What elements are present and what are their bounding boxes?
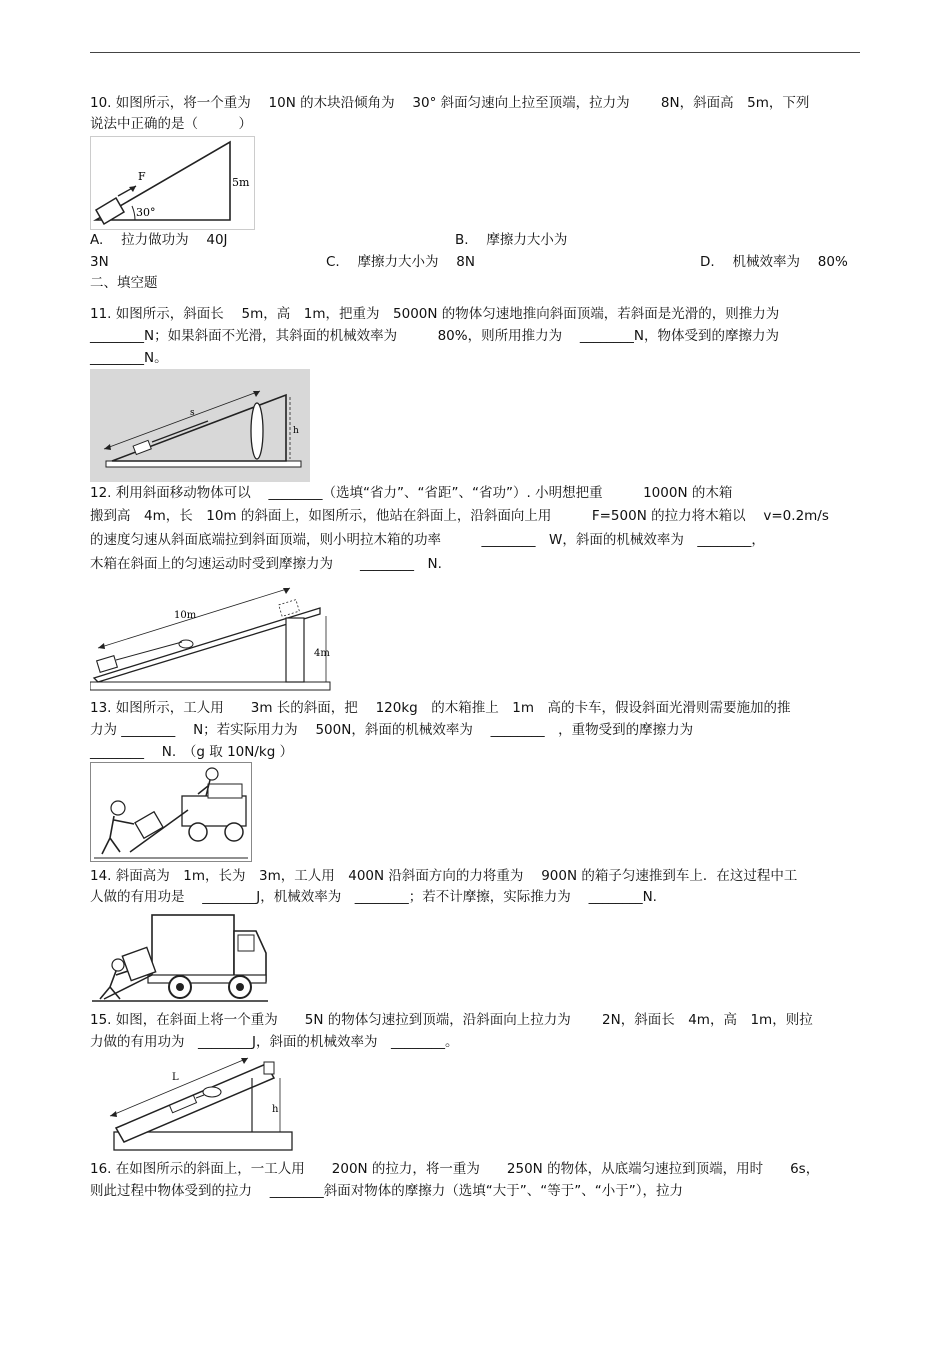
height-label: h bbox=[293, 426, 299, 436]
height-label: 5m bbox=[232, 176, 250, 189]
length-label: L bbox=[172, 1072, 179, 1083]
support bbox=[251, 403, 263, 459]
q14-truck-figure bbox=[90, 907, 270, 1007]
q12-stem-line2: 搬到高 4m，长 10m 的斜面上，如图所示，他站在斜面上，沿斜面向上用 F=500N 的拉力将木箱以 v=0.2m/s bbox=[90, 508, 829, 524]
length-label: s bbox=[190, 408, 195, 418]
force-label: F bbox=[138, 170, 146, 183]
q11-stem-line3: ________N。 bbox=[90, 350, 168, 366]
q12-stem-line3: 的速度匀速从斜面底端拉到斜面顶端，则小明拉木箱的功率 ________ W，斜面的机械效率为 ________， bbox=[90, 532, 765, 548]
q13-stem-line3: ________ N. （g 取 10N/kg ） bbox=[90, 744, 294, 760]
q13-stem-line2: 力为 ________ N；若实际用力为 500N，斜面的机械效率为 ________ ，重物受到的摩擦力为 bbox=[90, 722, 694, 738]
q12-stem-line4: 木箱在斜面上的匀速运动时受到摩擦力为 ________ N. bbox=[90, 556, 442, 572]
q13-truck-figure bbox=[90, 762, 252, 862]
q14-stem-line2: 人做的有用功是 ________J，机械效率为 ________；若不计摩擦，实际推力为 ________N. bbox=[90, 889, 657, 905]
angle-label: 30° bbox=[136, 206, 156, 219]
q14-stem-line1: 14. 斜面高为 1m，长为 3m，工人用 400N 沿斜面方向的力将重为 900N 的箱子匀速推到车上．在这过程中工 bbox=[90, 868, 798, 884]
q10-option-c: C. 摩擦力大小为 8N bbox=[326, 254, 475, 270]
truck-bed bbox=[182, 796, 246, 826]
q16-stem-line1: 16. 在如图所示的斜面上，一工人用 200N 的拉力，将一重为 250N 的物体，从底端匀速拉到顶端，用时 6s， bbox=[90, 1161, 820, 1177]
q15-stem-line1: 15. 如图，在斜面上将一个重为 5N 的物体匀速拉到顶端，沿斜面向上拉力为 2N，斜面长 4m，高 1m，则拉 bbox=[90, 1012, 813, 1028]
support-post bbox=[286, 618, 304, 682]
height-label: h bbox=[272, 1104, 279, 1115]
q10-option-b: B. 摩擦力大小为 bbox=[455, 232, 568, 248]
q11-stem-line2: ________N；如果斜面不光滑，其斜面的机械效率为 80%，则所用推力为 ________N，物体受到的摩擦力为 bbox=[90, 328, 779, 344]
box bbox=[97, 656, 118, 673]
length-label: 10m bbox=[174, 610, 197, 621]
q13-stem-line1: 13. 如图所示，工人用 3m 长的斜面，把 120kg 的木箱推上 1m 高的卡车，假设斜面光滑则需要施加的推 bbox=[90, 700, 791, 716]
q12-stem-line1: 12. 利用斜面移动物体可以 ________（选填“省力”、“省距”、“省功”）. 小明想把重 1000N 的木箱 bbox=[90, 485, 733, 501]
truck-cargo bbox=[152, 915, 234, 977]
section-title: 二、填空题 bbox=[90, 275, 158, 291]
q10-incline-figure bbox=[90, 136, 255, 230]
height-label: 4m bbox=[314, 648, 330, 659]
q11-stem-line1: 11. 如图所示，斜面长 5m，高 1m，把重为 5000N 的物体匀速地推向斜面顶端，若斜面是光滑的，则推力为 bbox=[90, 306, 780, 322]
ramp bbox=[104, 975, 152, 999]
q10-stem-line2: 说法中正确的是（ ） bbox=[90, 116, 252, 132]
q12-incline-figure bbox=[90, 578, 336, 694]
q10-option-d: D. 机械效率为 80% bbox=[700, 254, 848, 270]
q16-stem-line2: 则此过程中物体受到的拉力 ________斜面对物体的摩擦力（选填“大于”、“等于”、“小于”），拉力 bbox=[90, 1183, 684, 1199]
q11-incline-figure bbox=[90, 369, 310, 482]
q10-stem-line1: 10. 如图所示，将一个重为 10N 的木块沿倾角为 30° 斜面匀速向上拉至顶端，拉力为 8N，斜面高 5m，下列 bbox=[90, 95, 810, 111]
q10-option-b-cont: 3N bbox=[90, 254, 109, 270]
q10-option-a: A. 拉力做功为 40J bbox=[90, 232, 228, 248]
q15-stem-line2: 力做的有用功为 ________J，斜面的机械效率为 ________。 bbox=[90, 1034, 459, 1050]
q15-incline-figure bbox=[90, 1052, 295, 1154]
header-rule bbox=[90, 52, 860, 53]
